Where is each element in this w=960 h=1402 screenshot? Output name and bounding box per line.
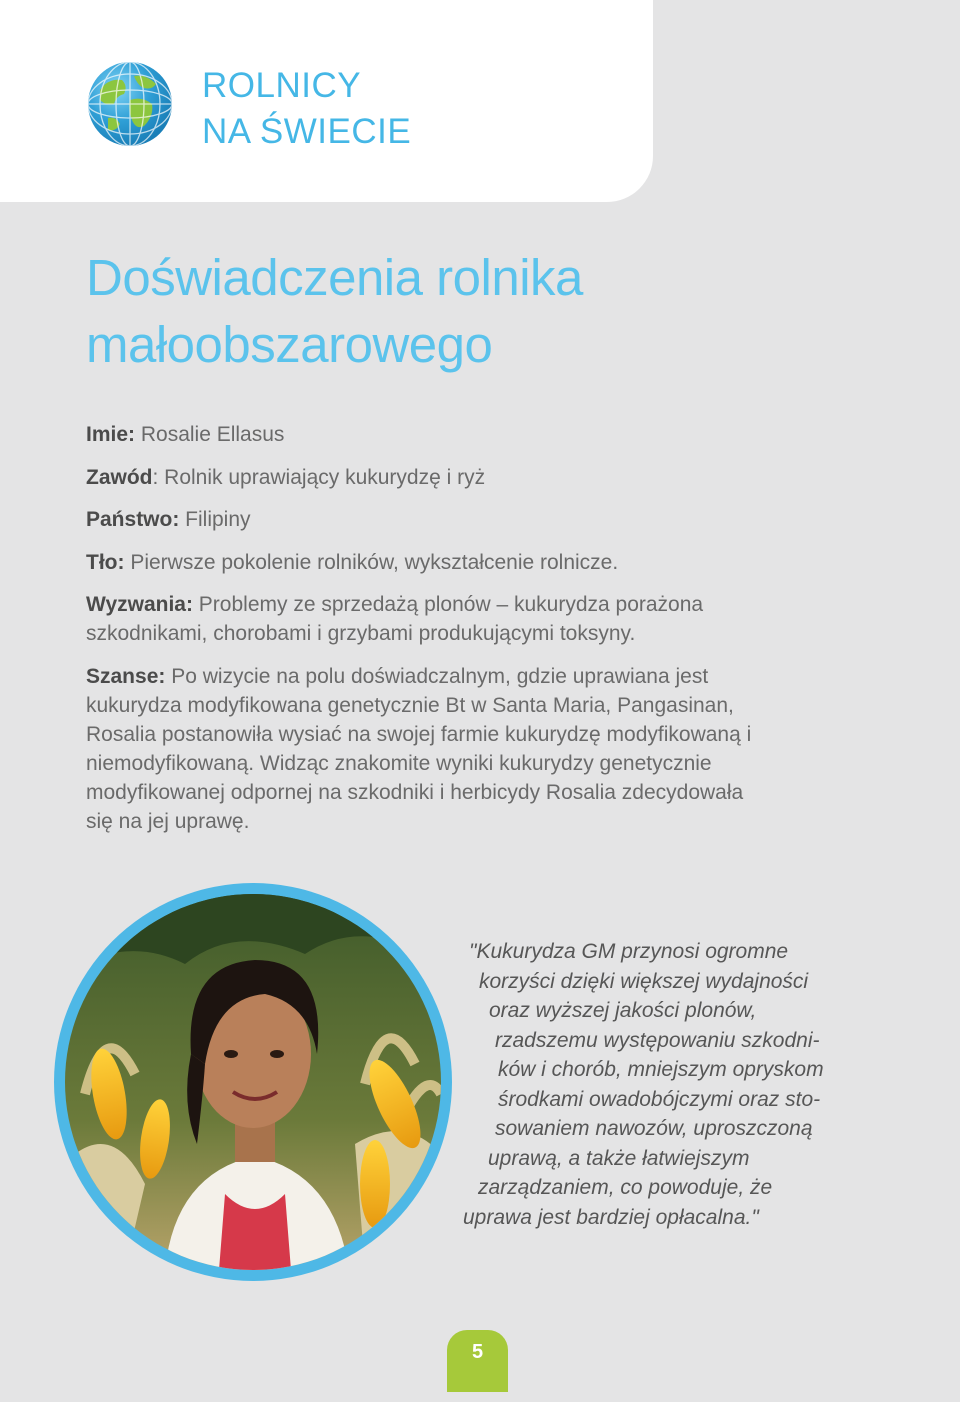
field-chances-label: Szanse: (86, 665, 166, 689)
field-country-value: Filipiny (179, 508, 251, 532)
field-name (86, 420, 876, 449)
farmer-profile (86, 420, 876, 850)
field-chances-line-2: kukurydza modyfikowana genetycznie Bt w Santa Maria, Pangasinan, (86, 694, 734, 718)
quote-line: "Kukurydza GM przynosi ogromne (469, 940, 789, 963)
field-chances (86, 662, 876, 836)
farmer-photo-frame (54, 883, 452, 1281)
quote-line: sowaniem nawozów, uproszczoną (495, 1117, 813, 1140)
farmer-photo (65, 894, 441, 1270)
globe-logo-icon (86, 60, 174, 148)
field-chances-line-1: Po wizycie na polu doświadczalnym, gdzie uprawiana jest (165, 665, 709, 689)
field-chances-line-5: modyfikowanej odpornej na szkodniki i herbicydy Rosalia zdecydowała (86, 781, 744, 805)
field-chances-line-4: niemodyfikowaną. Widząc znakomite wyniki kukurydzy genetycznie (86, 752, 712, 776)
quote-line: zarządzaniem, co powoduje, że (478, 1176, 773, 1199)
field-country-label: Państwo: (86, 508, 180, 532)
field-background-label: Tło: (86, 550, 125, 574)
field-job (86, 463, 876, 492)
quote-line: uprawą, a także łatwiejszym (488, 1146, 750, 1170)
field-background (86, 548, 876, 577)
quote-line: środkami owadobójczymi oraz sto- (498, 1087, 821, 1111)
field-background-value: Pierwsze pokolenie rolników, wykształcenie rolnicze. (124, 550, 619, 574)
field-chances-line-6: się na jej uprawę. (86, 810, 250, 834)
field-job-value: : Rolnik uprawiający kukurydzę i ryż (152, 465, 486, 489)
field-job-label: Zawód (86, 465, 153, 489)
brand-line-2: NA ŚWIECIE (202, 112, 412, 151)
farmer-quote (462, 937, 902, 1232)
field-challenges (86, 590, 876, 648)
field-name-value: Rosalie Ellasus (135, 423, 285, 446)
quote-line: uprawa jest bardziej opłacalna." (463, 1205, 759, 1229)
quote-line: korzyści dzięki większej wydajności (479, 969, 809, 993)
field-challenges-line-2: szkodnikami, chorobami i grzybami produkującymi toksyny. (86, 622, 636, 646)
page-number: 5 (447, 1330, 508, 1392)
field-chances-line-3: Rosalia postanowiła wysiać na swojej farmie kukurydzę modyfikowaną i (86, 723, 752, 747)
quote-line: rzadszemu występowaniu szkodni- (495, 1028, 820, 1052)
title-line-2: małoobszarowego (86, 316, 493, 373)
header-card (0, 0, 653, 202)
title-line-1: Doświadczenia rolnika (86, 249, 583, 306)
page-title (86, 244, 886, 378)
field-country (86, 505, 876, 534)
field-name-label: Imie: (86, 423, 136, 446)
brand-line-1: ROLNICY (202, 66, 362, 105)
brand-title (202, 63, 411, 155)
field-challenges-line-1: Problemy ze sprzedażą plonów – kukurydza porażona (192, 593, 704, 617)
quote-line: oraz wyższej jakości plonów, (489, 999, 757, 1022)
quote-line: ków i chorób, mniejszym opryskom (498, 1058, 824, 1081)
field-challenges-label: Wyzwania: (86, 593, 193, 617)
